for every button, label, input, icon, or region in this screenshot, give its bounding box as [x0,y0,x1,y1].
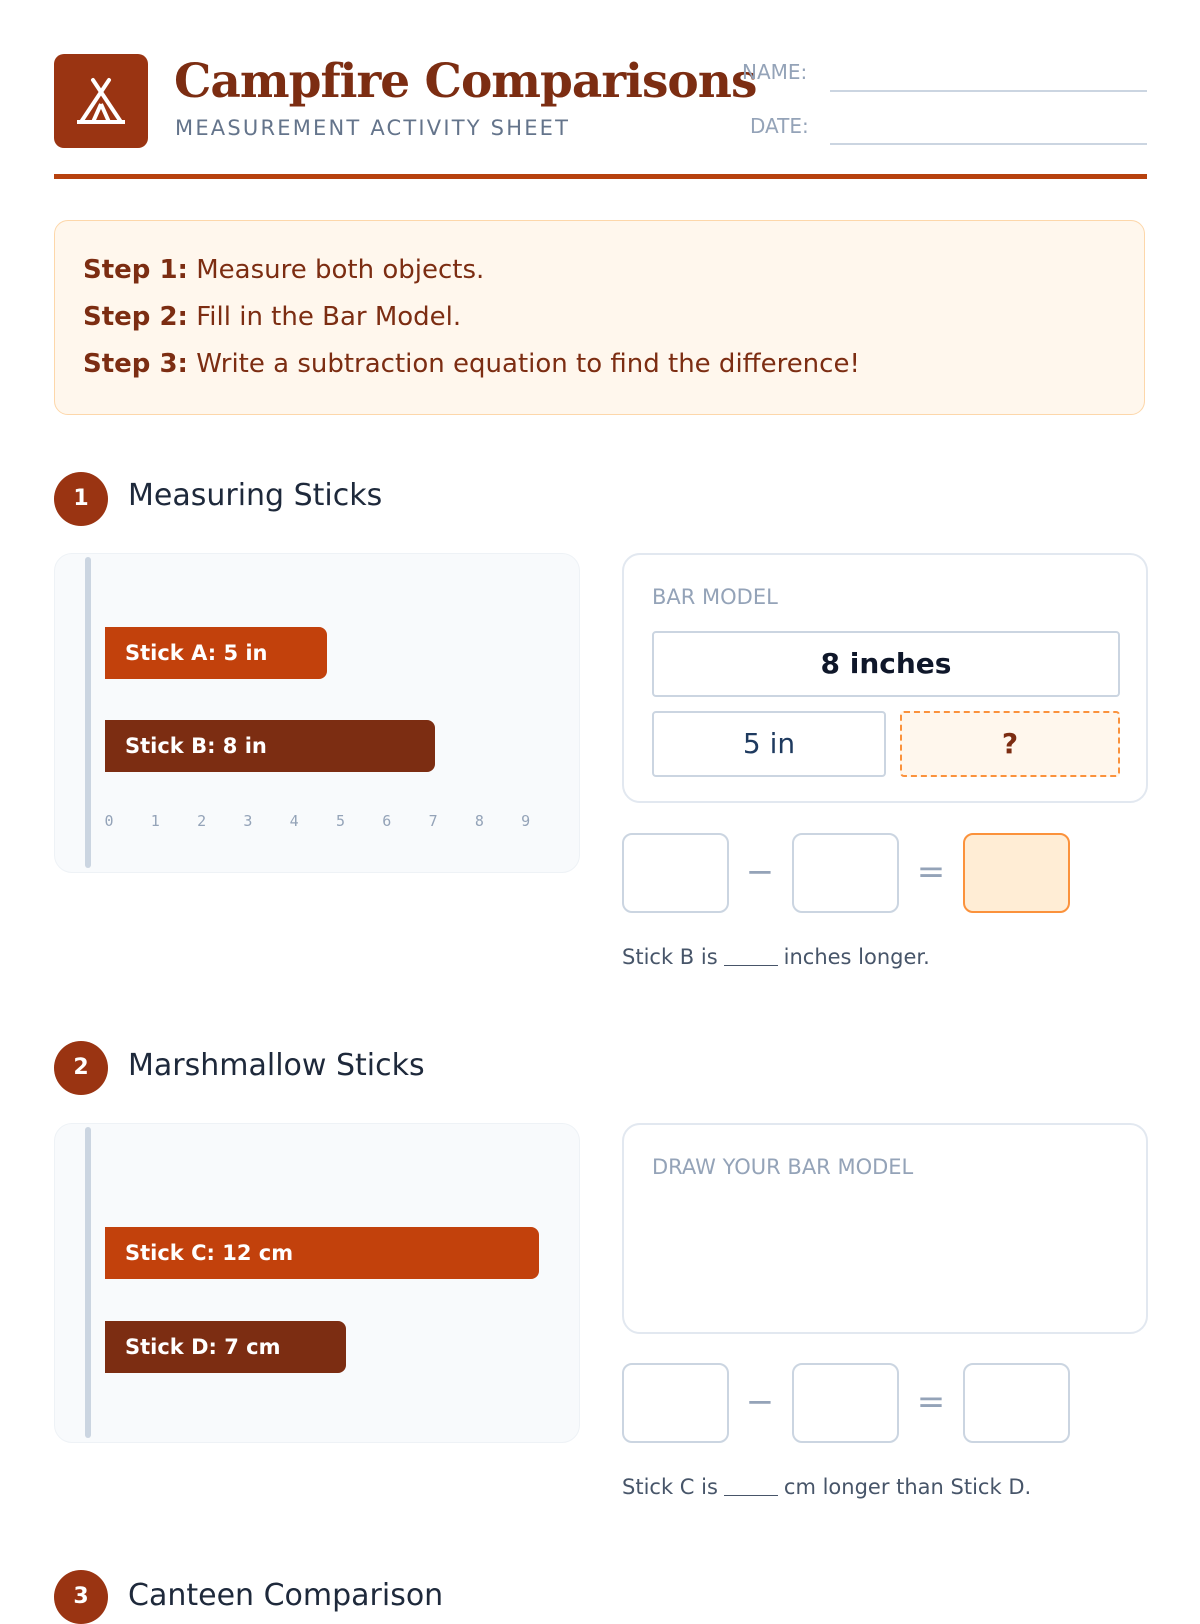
equation-answer-box[interactable] [963,1363,1070,1443]
date-field[interactable] [830,143,1147,145]
panel-edge [85,557,91,868]
minus-sign: − [745,1382,775,1422]
stick-c: Stick C: 12 cm [105,1227,539,1279]
answer-sentence: Stick B is inches longer. [622,945,930,969]
minus-sign: − [745,852,775,892]
name-field[interactable] [830,90,1147,92]
tent-icon [77,74,125,128]
section-number: 3 [54,1570,108,1624]
equals-sign: = [916,1382,946,1422]
logo [54,54,148,148]
equation-box-1[interactable] [622,1363,729,1443]
bar-model-box [622,553,1148,803]
date-label: DATE: [750,114,809,138]
section-title: Measuring Sticks [128,478,383,513]
equation-box-2[interactable] [792,833,899,913]
ruler-tick-label: 3 [243,812,253,830]
stick-a: Stick A: 5 in [105,627,327,679]
stick-d: Stick D: 7 cm [105,1321,346,1373]
name-label: NAME: [742,60,808,84]
bar-model-unknown[interactable]: ? [900,711,1120,777]
equation-answer-box[interactable] [963,833,1070,913]
equation-box-2[interactable] [792,1363,899,1443]
ruler-tick-label: 7 [428,812,438,830]
ruler-tick-label: 0 [104,812,114,830]
bar-model-part: 5 in [652,711,886,777]
section-number: 2 [54,1041,108,1095]
ruler-tick-label: 2 [197,812,207,830]
bar-model-heading: DRAW YOUR BAR MODEL [652,1155,914,1179]
draw-bar-model-box[interactable] [622,1123,1148,1334]
instruction-step: Step 2: Fill in the Bar Model. [83,302,462,332]
answer-sentence: Stick C is cm longer than Stick D. [622,1475,1032,1499]
bar-model-total: 8 inches [652,631,1120,697]
page-title: Campfire Comparisons [174,54,757,109]
sticks-panel [54,553,580,873]
stick-b: Stick B: 8 in [105,720,435,772]
page-subtitle: MEASUREMENT ACTIVITY SHEET [175,116,571,140]
ruler-tick-label: 1 [150,812,160,830]
answer-blank[interactable] [724,965,778,966]
instruction-step: Step 3: Write a subtraction equation to find the difference! [83,349,860,379]
bar-model-heading: BAR MODEL [652,585,778,609]
sticks-panel [54,1123,580,1443]
section-title: Canteen Comparison [128,1578,444,1613]
ruler-tick-label: 5 [335,812,346,830]
ruler-tick-label: 6 [382,812,392,830]
ruler-tick-label: 8 [474,812,484,830]
equals-sign: = [916,852,946,892]
ruler-tick-label: 9 [521,812,531,830]
section-number: 1 [54,472,108,526]
panel-edge [85,1127,91,1438]
header-divider [54,174,1147,179]
instruction-step: Step 1: Measure both objects. [83,255,485,285]
answer-blank[interactable] [724,1495,778,1496]
instructions-box [54,220,1145,415]
equation-box-1[interactable] [622,833,729,913]
ruler-tick-label: 4 [289,812,299,830]
section-title: Marshmallow Sticks [128,1048,425,1083]
